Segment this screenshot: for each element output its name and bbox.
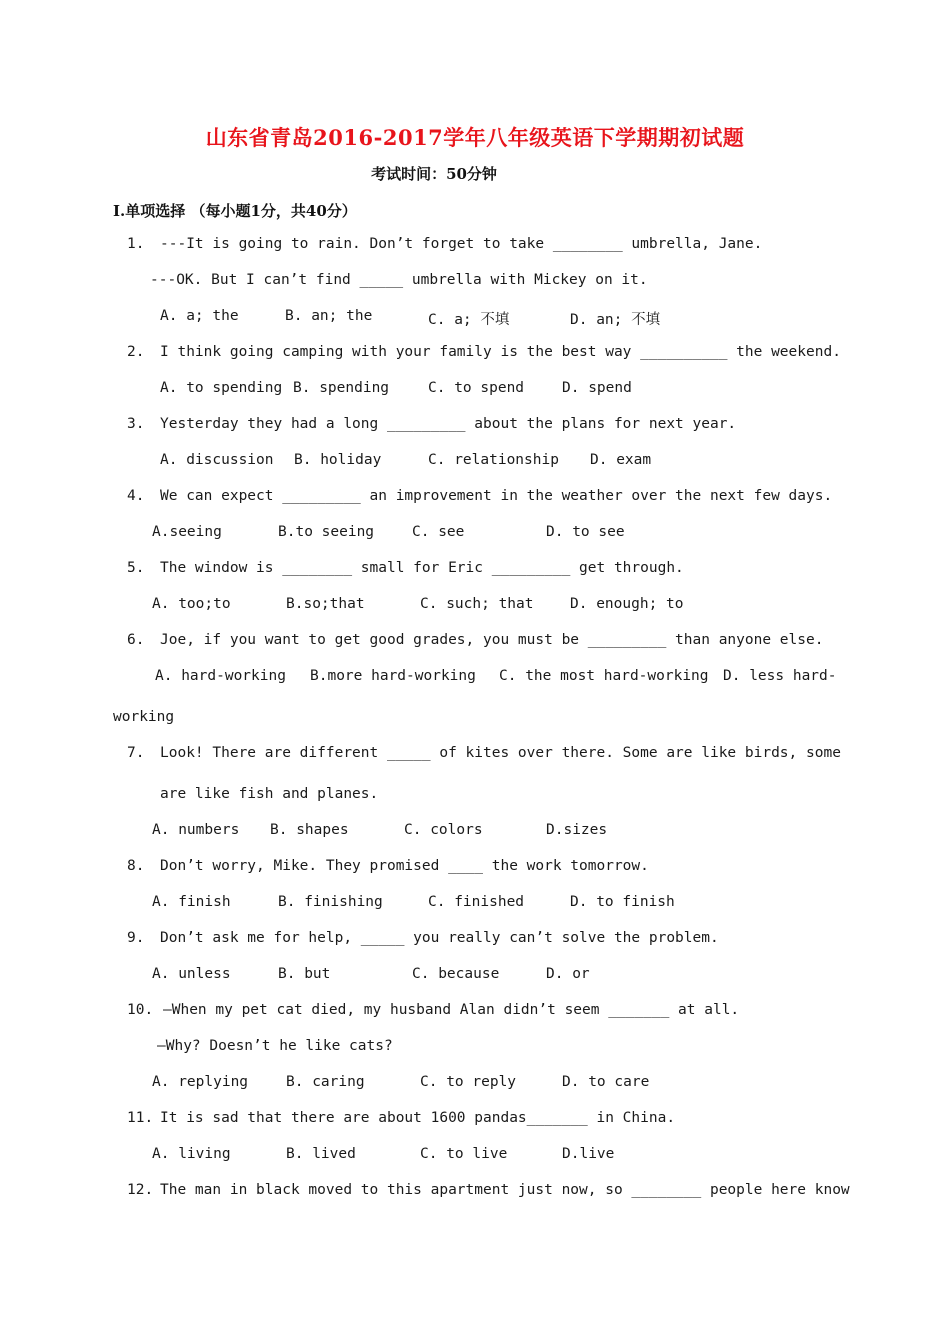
option-b[interactable]: B. lived (286, 1146, 356, 1162)
option-a[interactable]: A. numbers (152, 822, 240, 838)
option-b[interactable]: B. but (278, 966, 331, 982)
question-number: 12. (127, 1182, 154, 1198)
question-text: Look! There are different _____ of kites over there. Some are like birds, some (160, 745, 841, 761)
question-number: 7. (127, 745, 145, 761)
option-d[interactable]: D. spend (562, 380, 632, 396)
option-d[interactable]: D.live (562, 1146, 615, 1162)
question-number: 11. (127, 1110, 154, 1126)
option-b[interactable]: B.to seeing (278, 524, 375, 540)
question-text: –Why? Doesn’t he like cats? (157, 1038, 393, 1054)
option-c[interactable]: C. see (412, 524, 465, 540)
question-number: 6. (127, 632, 145, 648)
question-text: We can expect _________ an improvement in the weather over the next few days. (160, 488, 833, 504)
question-number: 3. (127, 416, 145, 432)
question-text: Yesterday they had a long _________ about the plans for next year. (160, 416, 737, 432)
option-d[interactable]: D. to finish (570, 894, 675, 910)
option-d[interactable]: D. an; 不填 (570, 312, 661, 328)
question-text: The man in black moved to this apartment just now, so ________ people here know (160, 1182, 850, 1198)
option-b[interactable]: B. caring (286, 1074, 365, 1090)
question-number: 1. (127, 236, 145, 252)
option-d[interactable]: D. less hard- (723, 668, 837, 684)
option-d[interactable]: D.sizes (546, 822, 608, 838)
question-text: The window is ________ small for Eric _________ get through. (160, 560, 684, 576)
option-a[interactable]: A. finish (152, 894, 231, 910)
option-a[interactable]: A. to spending (160, 380, 283, 396)
option-wrap-text: working (113, 709, 175, 725)
question-text: Don’t ask me for help, _____ you really can’t solve the problem. (160, 930, 719, 946)
question-number: 2. (127, 344, 145, 360)
option-a[interactable]: A.seeing (152, 524, 222, 540)
section-heading: I.单项选择 （每小题1分，共40分） (113, 202, 357, 220)
option-d[interactable]: D. or (546, 966, 590, 982)
exam-time: 考试时间：50分钟 (371, 165, 497, 183)
option-a[interactable]: A. discussion (160, 452, 274, 468)
option-c[interactable]: C. such; that (420, 596, 534, 612)
option-a[interactable]: A. a; the (160, 308, 239, 324)
option-b[interactable]: B. spending (293, 380, 390, 396)
option-a[interactable]: A. living (152, 1146, 231, 1162)
option-c[interactable]: C. to reply (420, 1074, 517, 1090)
question-number: 9. (127, 930, 145, 946)
option-d[interactable]: D. exam (590, 452, 652, 468)
question-text: –When my pet cat died, my husband Alan didn’t seem _______ at all. (163, 1002, 740, 1018)
option-c[interactable]: C. relationship (428, 452, 559, 468)
question-text: It is sad that there are about 1600 pandas_______ in China. (160, 1110, 676, 1126)
question-text: Joe, if you want to get good grades, you must be _________ than anyone else. (160, 632, 824, 648)
question-text: are like fish and planes. (160, 786, 379, 802)
option-c[interactable]: C. to spend (428, 380, 525, 396)
option-a[interactable]: A. too;to (152, 596, 231, 612)
option-b[interactable]: B. shapes (270, 822, 349, 838)
option-c[interactable]: C. to live (420, 1146, 508, 1162)
question-text: Don’t worry, Mike. They promised ____ the work tomorrow. (160, 858, 649, 874)
option-c[interactable]: C. colors (404, 822, 483, 838)
option-c[interactable]: C. finished (428, 894, 525, 910)
option-a[interactable]: A. unless (152, 966, 231, 982)
option-a[interactable]: A. replying (152, 1074, 249, 1090)
question-number: 8. (127, 858, 145, 874)
option-c[interactable]: C. a; 不填 (428, 312, 510, 328)
question-number: 5. (127, 560, 145, 576)
option-b[interactable]: B. finishing (278, 894, 383, 910)
option-d[interactable]: D. to care (562, 1074, 650, 1090)
option-c[interactable]: C. the most hard-working (499, 668, 709, 684)
option-b[interactable]: B. holiday (294, 452, 382, 468)
option-c[interactable]: C. because (412, 966, 500, 982)
option-a[interactable]: A. hard-working (155, 668, 286, 684)
question-text: I think going camping with your family is the best way __________ the weekend. (160, 344, 841, 360)
question-text: ---It is going to rain. Don’t forget to take ________ umbrella, Jane. (160, 236, 763, 252)
option-b[interactable]: B.more hard-working (310, 668, 476, 684)
question-number: 4. (127, 488, 145, 504)
exam-title: 山东省青岛2016-2017学年八年级英语下学期期初试题 (205, 125, 745, 150)
option-d[interactable]: D. to see (546, 524, 625, 540)
option-b[interactable]: B. an; the (285, 308, 373, 324)
question-number: 10. (127, 1002, 154, 1018)
option-d[interactable]: D. enough; to (570, 596, 684, 612)
option-b[interactable]: B.so;that (286, 596, 365, 612)
question-text: ---OK. But I can’t find _____ umbrella with Mickey on it. (150, 272, 648, 288)
